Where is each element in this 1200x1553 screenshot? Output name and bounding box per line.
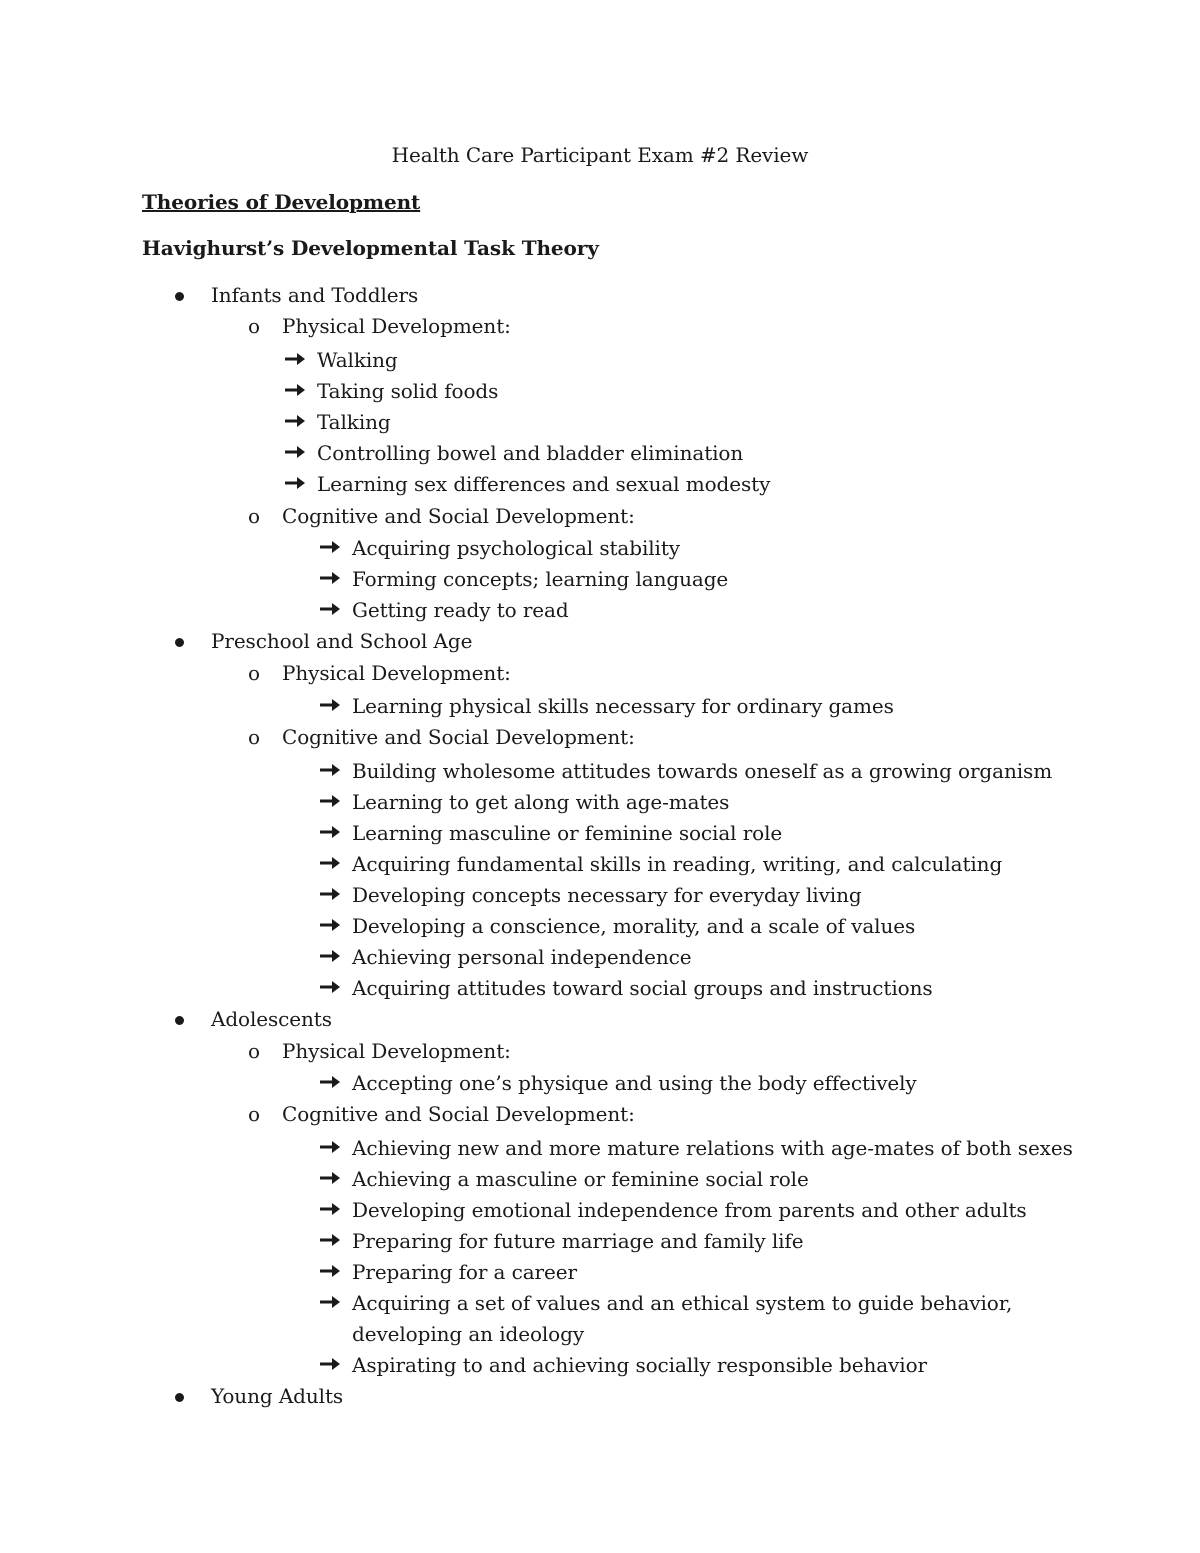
arrow-bullet-icon xyxy=(319,570,341,586)
list-item: Building wholesome attitudes towards oneself as a growing organism xyxy=(352,759,1053,783)
arrow-bullet-icon xyxy=(319,979,341,995)
arrow-bullet-icon xyxy=(319,1232,341,1248)
cognitive-label: Cognitive and Social Development: xyxy=(282,1102,635,1126)
sub-bullet-marker: o xyxy=(248,661,261,685)
bullet-dot xyxy=(175,1016,184,1025)
arrow-bullet-icon xyxy=(319,1356,341,1372)
list-item: Forming concepts; learning language xyxy=(352,567,729,591)
group-label: Preschool and School Age xyxy=(211,629,473,653)
list-item: Learning sex differences and sexual modesty xyxy=(317,472,771,496)
list-item: Developing a conscience, morality, and a scale of values xyxy=(352,914,916,938)
list-item: Preparing for a career xyxy=(352,1260,577,1284)
list-item: Learning to get along with age-mates xyxy=(352,790,730,814)
list-item: Preparing for future marriage and family life xyxy=(352,1229,804,1253)
list-item: Achieving personal independence xyxy=(352,945,692,969)
arrow-bullet-icon xyxy=(319,1170,341,1186)
list-item-continuation: developing an ideology xyxy=(352,1322,585,1346)
arrow-bullet-icon xyxy=(319,1263,341,1279)
arrow-bullet-icon xyxy=(284,413,306,429)
arrow-bullet-icon xyxy=(319,855,341,871)
group-label: Adolescents xyxy=(211,1007,332,1031)
list-item: Getting ready to read xyxy=(352,598,569,622)
arrow-bullet-icon xyxy=(319,1294,341,1310)
arrow-bullet-icon xyxy=(319,1074,341,1090)
arrow-bullet-icon xyxy=(319,824,341,840)
section-heading: Theories of Development xyxy=(142,190,421,214)
group-label: Infants and Toddlers xyxy=(211,283,419,307)
arrow-bullet-icon xyxy=(284,351,306,367)
physical-label: Physical Development: xyxy=(282,661,511,685)
bullet-dot xyxy=(175,292,184,301)
sub-bullet-marker: o xyxy=(248,1039,261,1063)
physical-label: Physical Development: xyxy=(282,314,511,338)
document-title: Health Care Participant Exam #2 Review xyxy=(391,143,809,167)
arrow-bullet-icon xyxy=(284,475,306,491)
bullet-dot xyxy=(175,638,184,647)
list-item: Developing concepts necessary for everyday living xyxy=(352,883,862,907)
arrow-bullet-icon xyxy=(319,1201,341,1217)
list-item: Accepting one’s physique and using the body effectively xyxy=(352,1071,917,1095)
arrow-bullet-icon xyxy=(319,539,341,555)
arrow-bullet-icon xyxy=(319,917,341,933)
list-item: Aspirating to and achieving socially responsible behavior xyxy=(352,1353,927,1377)
cognitive-label: Cognitive and Social Development: xyxy=(282,725,635,749)
sub-bullet-marker: o xyxy=(248,314,261,338)
list-item: Controlling bowel and bladder elimination xyxy=(317,441,744,465)
list-item: Acquiring psychological stability xyxy=(352,536,680,560)
sub-bullet-marker: o xyxy=(248,1102,261,1126)
list-item: Achieving a masculine or feminine social role xyxy=(352,1167,809,1191)
list-item: Talking xyxy=(317,410,391,434)
arrow-bullet-icon xyxy=(319,762,341,778)
arrow-bullet-icon xyxy=(319,601,341,617)
group-label: Young Adults xyxy=(211,1384,344,1408)
bullet-dot xyxy=(175,1393,184,1402)
physical-label: Physical Development: xyxy=(282,1039,511,1063)
list-item: Learning masculine or feminine social role xyxy=(352,821,783,845)
arrow-bullet-icon xyxy=(319,886,341,902)
list-item: Taking solid foods xyxy=(317,379,499,403)
list-item: Acquiring a set of values and an ethical system to guide behavior, xyxy=(352,1291,1013,1315)
arrow-bullet-icon xyxy=(319,1139,341,1155)
arrow-bullet-icon xyxy=(319,793,341,809)
sub-bullet-marker: o xyxy=(248,504,261,528)
arrow-bullet-icon xyxy=(284,382,306,398)
cognitive-label: Cognitive and Social Development: xyxy=(282,504,635,528)
list-item: Walking xyxy=(317,348,398,372)
list-item: Acquiring fundamental skills in reading, writing, and calculating xyxy=(352,852,1003,876)
list-item: Achieving new and more mature relations with age-mates of both sexes xyxy=(352,1136,1073,1160)
arrow-bullet-icon xyxy=(284,444,306,460)
theory-heading: Havighurst’s Developmental Task Theory xyxy=(142,236,599,260)
arrow-bullet-icon xyxy=(319,948,341,964)
sub-bullet-marker: o xyxy=(248,725,261,749)
list-item: Acquiring attitudes toward social groups and instructions xyxy=(352,976,933,1000)
list-item: Developing emotional independence from parents and other adults xyxy=(352,1198,1027,1222)
arrow-bullet-icon xyxy=(319,697,341,713)
list-item: Learning physical skills necessary for ordinary games xyxy=(352,694,894,718)
